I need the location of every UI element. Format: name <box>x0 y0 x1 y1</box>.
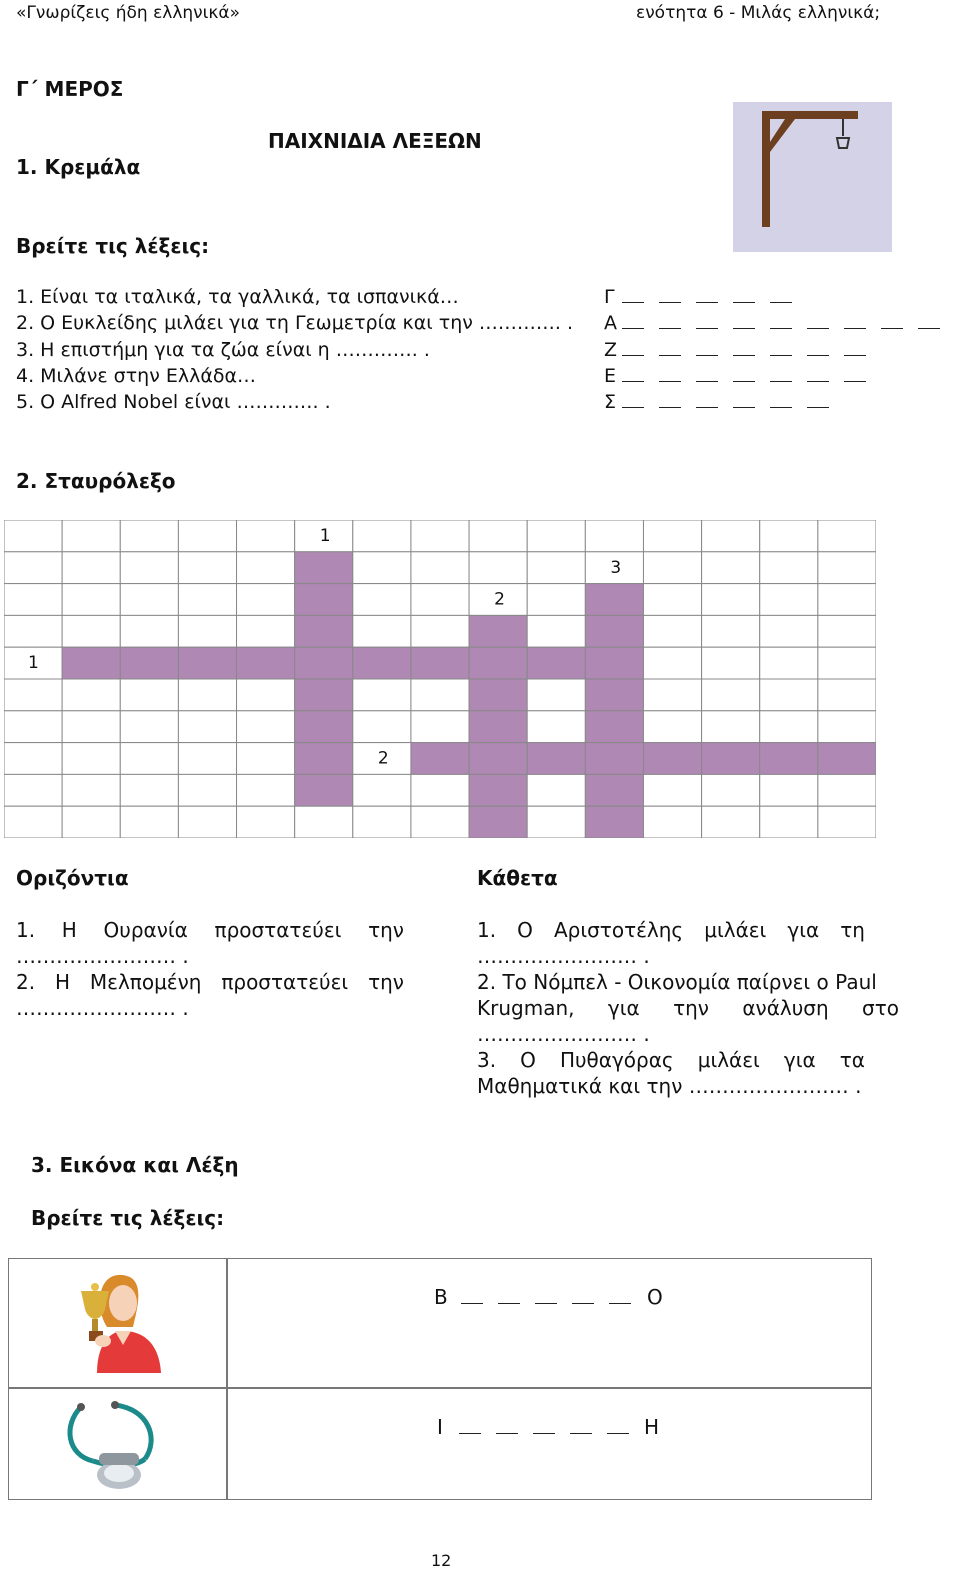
crossword-cell <box>702 615 760 647</box>
games-title: ΠΑΙΧΝΙΔΙΑ ΛΕΞΕΩΝ <box>268 129 482 153</box>
crossword-cell <box>643 584 701 616</box>
crossword-answer-cell <box>585 806 643 838</box>
crossword-cell <box>4 774 62 806</box>
crossword-cell <box>237 615 295 647</box>
crossword-cell <box>120 615 178 647</box>
crossword-cell <box>760 806 818 838</box>
hangman-title: 1. Κρεμάλα <box>16 155 141 179</box>
crossword-answer-cell <box>295 711 353 743</box>
letter-blank <box>807 367 829 382</box>
letter-blank <box>461 1289 483 1304</box>
letter-blank <box>844 341 866 356</box>
crossword-cell <box>411 774 469 806</box>
header-left: «Γνωρίζεις ήδη ελληνικά» <box>16 3 241 23</box>
crossword-answer-cell <box>585 743 643 775</box>
letter-blank <box>622 393 644 408</box>
letter-blank <box>659 393 681 408</box>
crossword-answer-cell <box>353 647 411 679</box>
hangman-first-letter: Α <box>604 312 617 335</box>
hangman-first-letter: Ζ <box>604 338 618 361</box>
crossword-answer-cell <box>237 647 295 679</box>
crossword-cell <box>120 806 178 838</box>
hangman-first-letter: Γ <box>604 286 615 308</box>
crossword-cell <box>62 711 120 743</box>
section-title: Γ΄ ΜΕΡΟΣ <box>16 77 124 101</box>
crossword-cell <box>237 711 295 743</box>
crossword-answer-cell <box>62 647 120 679</box>
letter-blank <box>696 341 718 356</box>
gallows-icon <box>733 102 892 252</box>
crossword-cell <box>178 679 236 711</box>
picture-word-row2-last: Η <box>644 1415 660 1439</box>
crossword-answer-cell <box>295 774 353 806</box>
crossword-cell <box>4 615 62 647</box>
crossword-cell <box>295 806 353 838</box>
crossword-cell <box>643 520 701 552</box>
crossword-cell <box>120 552 178 584</box>
crossword-cell <box>4 679 62 711</box>
crossword-cell <box>702 552 760 584</box>
crossword-cell <box>643 679 701 711</box>
crossword-cell <box>527 584 585 616</box>
crossword-cell <box>527 552 585 584</box>
letter-blank <box>733 367 755 382</box>
crossword-cell <box>527 774 585 806</box>
letter-blank <box>733 288 755 303</box>
letter-blank <box>572 1289 594 1304</box>
gallows-illustration <box>733 102 892 252</box>
crossword-cell <box>818 584 876 616</box>
picture-word-table <box>8 1258 872 1500</box>
crossword-grid <box>4 520 876 838</box>
stethoscope-icon <box>59 1395 179 1495</box>
hangman-answer <box>604 312 955 334</box>
letter-blank <box>622 367 644 382</box>
page-number: 12 <box>431 1551 452 1570</box>
crossword-cell <box>62 774 120 806</box>
letter-blank <box>881 314 903 329</box>
vertical-clue-2-line1: 2. Το Νόμπελ - Οικονομία παίρνει ο Paul <box>477 970 877 994</box>
crossword-cell <box>353 520 411 552</box>
vertical-clue-1-blank: …………………… . <box>477 944 650 968</box>
crossword-cell <box>702 520 760 552</box>
crossword-cell <box>702 647 760 679</box>
crossword-cell <box>818 520 876 552</box>
crossword-cell <box>237 552 295 584</box>
crossword-cell <box>411 679 469 711</box>
letter-blank <box>459 1419 481 1434</box>
crossword-cell <box>120 743 178 775</box>
letter-blank <box>733 393 755 408</box>
letter-blank <box>659 314 681 329</box>
crossword-answer-cell <box>702 743 760 775</box>
crossword-cell <box>527 615 585 647</box>
letter-blank <box>535 1289 557 1304</box>
crossword-title: 2. Σταυρόλεξο <box>16 469 176 493</box>
letter-blank <box>570 1419 592 1434</box>
letter-blank <box>622 341 644 356</box>
crossword-answer-cell <box>585 711 643 743</box>
crossword-cell <box>643 552 701 584</box>
vertical-heading: Κάθετα <box>477 866 558 890</box>
letter-blank <box>807 314 829 329</box>
crossword-cell <box>643 711 701 743</box>
crossword-cell <box>411 552 469 584</box>
crossword-answer-cell <box>643 743 701 775</box>
crossword-cell <box>818 679 876 711</box>
letter-blank <box>696 314 718 329</box>
hangman-first-letter: Ε <box>604 364 617 387</box>
hangman-answer <box>604 391 844 413</box>
hangman-answer <box>604 286 807 308</box>
horizontal-heading: Οριζόντια <box>16 866 129 890</box>
crossword-answer-cell <box>178 647 236 679</box>
crossword-cell <box>4 711 62 743</box>
letter-blank <box>622 288 644 303</box>
crossword-cell <box>702 679 760 711</box>
hangman-answer <box>604 365 881 387</box>
crossword-cell <box>702 711 760 743</box>
crossword-cell <box>353 584 411 616</box>
letter-blank <box>659 367 681 382</box>
crossword-answer-cell <box>469 806 527 838</box>
horizontal-clue-2-blank: …………………… . <box>16 996 189 1020</box>
crossword-cell <box>818 806 876 838</box>
picture-word-row2-blanks <box>459 1419 644 1438</box>
crossword-cell <box>62 806 120 838</box>
crossword-cell <box>643 806 701 838</box>
crossword-answer-cell <box>760 743 818 775</box>
picture-word-row1-last: Ο <box>647 1285 663 1309</box>
letter-blank <box>496 1419 518 1434</box>
crossword-cell <box>178 520 236 552</box>
letter-blank <box>770 314 792 329</box>
hangman-answer <box>604 339 881 361</box>
crossword-cell <box>760 520 818 552</box>
picture-word-row1-blanks <box>461 1289 646 1308</box>
letter-blank <box>770 367 792 382</box>
crossword-number: 2 <box>377 748 389 769</box>
crossword-cell <box>411 584 469 616</box>
letter-blank <box>609 1289 631 1304</box>
crossword-cell <box>411 615 469 647</box>
letter-blank <box>770 341 792 356</box>
letter-blank <box>696 288 718 303</box>
crossword-cell <box>62 615 120 647</box>
crossword-answer-cell <box>411 743 469 775</box>
letter-blank <box>533 1419 555 1434</box>
crossword-cell <box>62 552 120 584</box>
crossword-cell <box>4 584 62 616</box>
crossword-cell <box>178 806 236 838</box>
crossword-answer-cell <box>469 743 527 775</box>
crossword-cell <box>178 774 236 806</box>
horizontal-clue-1-blank: …………………… . <box>16 944 189 968</box>
crossword-cell <box>527 679 585 711</box>
crossword-answer-cell <box>295 584 353 616</box>
picture-word-instruction: Βρείτε τις λέξεις: <box>31 1206 225 1230</box>
crossword-cell <box>62 679 120 711</box>
vertical-clue-3: 3. Ο Πυθαγόρας μιλάει για τα <box>477 1048 865 1072</box>
crossword-cell <box>178 743 236 775</box>
crossword-cell <box>760 552 818 584</box>
crossword-cell <box>818 711 876 743</box>
hangman-instruction: Βρείτε τις λέξεις: <box>16 234 210 258</box>
picture-word-row1: Β <box>434 1285 448 1309</box>
crossword-cell <box>178 615 236 647</box>
crossword-cell <box>353 615 411 647</box>
crossword-cell <box>411 711 469 743</box>
letter-blank <box>807 393 829 408</box>
letter-blank <box>696 393 718 408</box>
crossword-answer-cell <box>527 647 585 679</box>
vertical-clue-2-blank: …………………… . <box>477 1022 650 1046</box>
crossword-cell <box>353 774 411 806</box>
crossword-cell <box>760 584 818 616</box>
letter-blank <box>607 1419 629 1434</box>
crossword-answer-cell <box>585 615 643 647</box>
crossword-cell <box>760 647 818 679</box>
crossword-cell <box>4 743 62 775</box>
crossword-cell <box>643 774 701 806</box>
letter-blank <box>807 341 829 356</box>
hangman-clue: 4. Μιλάνε στην Ελλάδα… <box>16 364 257 387</box>
crossword-cell <box>353 806 411 838</box>
crossword-cell <box>120 584 178 616</box>
vertical-clues <box>477 917 899 1099</box>
letter-blank <box>770 393 792 408</box>
crossword-cell <box>237 520 295 552</box>
crossword-cell <box>4 806 62 838</box>
picture-word-row2: Ι <box>437 1415 443 1439</box>
letter-blank <box>622 314 644 329</box>
crossword-answer-cell <box>585 679 643 711</box>
letter-blank <box>844 367 866 382</box>
crossword-cell <box>62 584 120 616</box>
crossword-cell <box>353 679 411 711</box>
crossword-answer-cell <box>469 647 527 679</box>
vertical-clue-1: 1. Ο Αριστοτέλης μιλάει για τη <box>477 918 865 942</box>
crossword-cell <box>818 774 876 806</box>
crossword-answer-cell <box>469 711 527 743</box>
crossword-cell <box>237 679 295 711</box>
hangman-clue: 1. Είναι τα ιταλικά, τα γαλλικά, τα ισπανικά… <box>16 286 459 308</box>
crossword-cell <box>760 774 818 806</box>
crossword-cell <box>237 584 295 616</box>
crossword-number: 1 <box>319 526 331 546</box>
crossword-answer-cell <box>411 647 469 679</box>
woman-with-trophy-icon <box>67 1269 167 1377</box>
crossword-answer-cell <box>469 679 527 711</box>
crossword-answer-cell <box>818 743 876 775</box>
crossword-cell <box>818 615 876 647</box>
crossword-cell <box>4 552 62 584</box>
crossword-cell <box>237 743 295 775</box>
horizontal-clue-2: 2. Η Μελπομένη προστατεύει την <box>16 970 404 994</box>
crossword-answer-cell <box>585 774 643 806</box>
crossword-answer-cell <box>295 647 353 679</box>
crossword-cell <box>62 520 120 552</box>
letter-blank <box>733 314 755 329</box>
crossword-answer-cell <box>120 647 178 679</box>
crossword-cell <box>643 647 701 679</box>
crossword-cell <box>760 615 818 647</box>
letter-blank <box>844 314 866 329</box>
hangman-clue: 5. Ο Alfred Nobel είναι …………. . <box>16 391 331 414</box>
hangman-first-letter: Σ <box>604 391 617 414</box>
crossword-cell <box>120 520 178 552</box>
crossword-number: 1 <box>28 653 39 674</box>
letter-blank <box>696 367 718 382</box>
crossword-cell <box>411 806 469 838</box>
letter-blank <box>498 1289 520 1304</box>
crossword-cell <box>818 647 876 679</box>
crossword-answer-cell <box>527 743 585 775</box>
crossword-cell <box>469 552 527 584</box>
crossword-cell <box>585 520 643 552</box>
crossword-cell <box>353 711 411 743</box>
vertical-clue-3-end: Μαθηματικά και την …………………… . <box>477 1074 862 1098</box>
crossword-answer-cell <box>295 743 353 775</box>
crossword-answer-cell <box>469 615 527 647</box>
hangman-clue: 3. Η επιστήμη για τα ζώα είναι η …………. . <box>16 338 430 361</box>
crossword-cell <box>760 679 818 711</box>
crossword-cell <box>702 584 760 616</box>
letter-blank <box>659 288 681 303</box>
crossword-cell <box>469 520 527 552</box>
crossword-cell <box>527 520 585 552</box>
crossword-cell <box>237 806 295 838</box>
crossword-cell <box>237 774 295 806</box>
horizontal-clues <box>16 917 404 1021</box>
crossword-cell <box>411 520 469 552</box>
letter-blank <box>918 314 940 329</box>
header-right: ενότητα 6 - Μιλάς ελληνικά; <box>636 3 881 23</box>
crossword-cell <box>527 711 585 743</box>
crossword-answer-cell <box>295 615 353 647</box>
crossword-cell <box>702 806 760 838</box>
letter-blank <box>770 288 792 303</box>
hangman-clue: 2. Ο Ευκλείδης μιλάει για τη Γεωμετρία και την …………. . <box>16 312 574 335</box>
crossword-cell <box>62 743 120 775</box>
crossword-answer-cell <box>295 679 353 711</box>
crossword-cell <box>120 711 178 743</box>
letter-blank <box>733 341 755 356</box>
crossword-cell <box>120 774 178 806</box>
crossword-cell <box>643 615 701 647</box>
crossword-cell <box>760 711 818 743</box>
crossword-answer-cell <box>585 584 643 616</box>
crossword-cell <box>353 552 411 584</box>
crossword-answer-cell <box>585 647 643 679</box>
vertical-clue-2-line2: Krugman, για την ανάλυση στο <box>477 996 899 1020</box>
crossword-cell <box>702 774 760 806</box>
crossword-number: 2 <box>494 589 505 610</box>
crossword-cell <box>120 679 178 711</box>
crossword-cell <box>178 584 236 616</box>
picture-word-title: 3. Εικόνα και Λέξη <box>31 1153 239 1177</box>
letter-blank <box>659 341 681 356</box>
crossword-cell <box>178 711 236 743</box>
crossword-answer-cell <box>295 552 353 584</box>
crossword-cell <box>4 520 62 552</box>
horizontal-clue-1: 1. Η Ουρανία προστατεύει την <box>16 918 404 942</box>
crossword-cell <box>178 552 236 584</box>
crossword-cell <box>818 552 876 584</box>
crossword-number: 3 <box>610 557 622 578</box>
crossword-answer-cell <box>469 774 527 806</box>
crossword-cell <box>527 806 585 838</box>
